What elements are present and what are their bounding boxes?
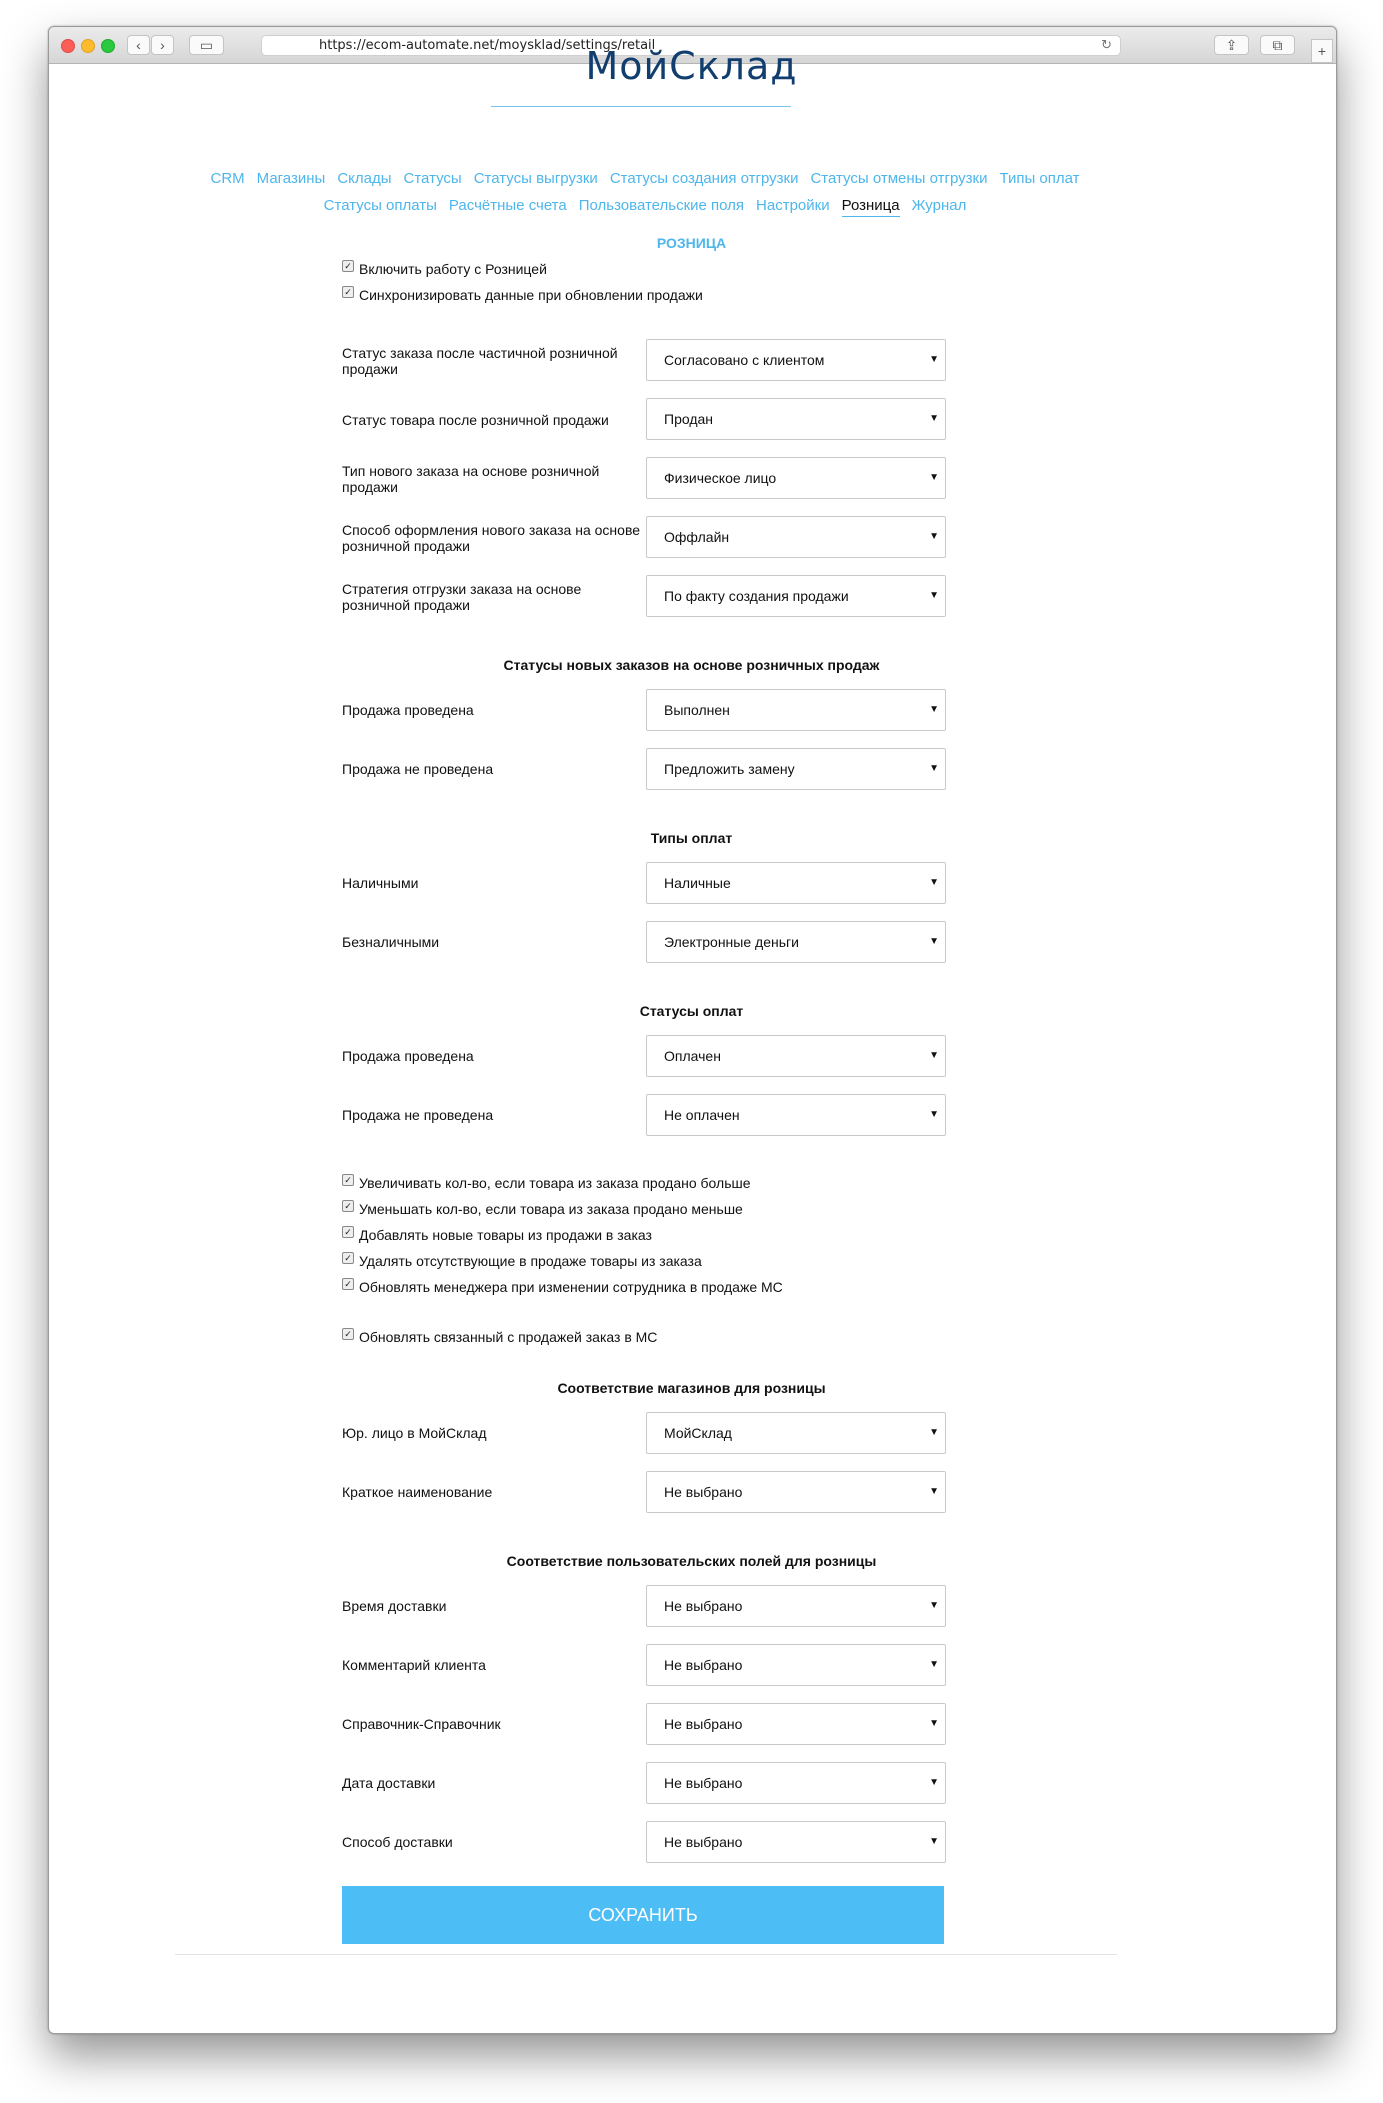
dropdown-arrow-icon: ▼ — [929, 936, 939, 947]
field-label: Безналичными — [342, 934, 440, 950]
unpaid-status-select[interactable] — [646, 1094, 946, 1136]
checkbox-icon[interactable]: ✓ — [342, 1278, 354, 1290]
dropdown-arrow-icon: ▼ — [929, 1486, 939, 1497]
checkbox-label: Включить работу с Розницей — [359, 261, 547, 277]
field-label: Комментарий клиента — [342, 1657, 486, 1673]
footer-divider — [175, 1954, 1117, 1955]
nav-tab[interactable]: CRM — [210, 170, 245, 187]
select-value: Продан — [664, 411, 714, 427]
dropdown-arrow-icon: ▼ — [929, 704, 939, 715]
product-status-select[interactable] — [646, 398, 946, 440]
legal-entity-select[interactable] — [646, 1412, 946, 1454]
cashless-payment-type-select[interactable] — [646, 921, 946, 963]
select-value: Не выбрано — [664, 1657, 743, 1673]
dropdown-arrow-icon: ▼ — [929, 1718, 939, 1729]
field-label: Тип нового заказа на основе розничной продажи — [342, 463, 600, 495]
checkbox-icon[interactable]: ✓ — [342, 1252, 354, 1264]
checkbox-icon[interactable]: ✓ — [342, 1174, 354, 1186]
sync-on-update-checkbox[interactable] — [342, 287, 703, 303]
checkbox-label: Увеличивать кол-во, если товара из заказа продано больше — [359, 1175, 751, 1191]
remove-missing-products-checkbox[interactable] — [342, 1253, 702, 1269]
field-label: Наличными — [342, 875, 419, 891]
select-value: Электронные деньги — [664, 934, 799, 950]
nav-tab[interactable]: Статусы отмены отгрузки — [810, 170, 988, 187]
select-value: МойСклад — [664, 1425, 732, 1441]
moysklad-logo: МойСклад — [585, 44, 798, 88]
select-value: Не выбрано — [664, 1598, 743, 1614]
field-label: Продажа не проведена — [342, 761, 494, 777]
save-button[interactable]: СОХРАНИТЬ — [342, 1886, 944, 1944]
section-title-payment-types: Типы оплат — [650, 830, 733, 846]
field-label: Справочник-Справочник — [342, 1716, 501, 1732]
field-label: Способ доставки — [342, 1834, 453, 1850]
field-label: Продажа не проведена — [342, 1107, 494, 1123]
client-comment-select[interactable] — [646, 1644, 946, 1686]
add-new-products-checkbox[interactable] — [342, 1227, 652, 1243]
checkbox-label: Добавлять новые товары из продажи в заказ — [359, 1227, 652, 1243]
decrease-qty-checkbox[interactable] — [342, 1201, 743, 1217]
partial-sale-order-status-select[interactable] — [646, 339, 946, 381]
dropdown-arrow-icon: ▼ — [929, 1050, 939, 1061]
directory-select[interactable] — [646, 1703, 946, 1745]
field-label: Статус заказа после частичной розничной продажи — [342, 345, 618, 377]
dropdown-arrow-icon: ▼ — [929, 1777, 939, 1788]
page-title: РОЗНИЦА — [656, 235, 727, 251]
new-order-method-select[interactable] — [646, 516, 946, 558]
checkbox-label: Обновлять связанный с продажей заказ в МС — [359, 1329, 658, 1345]
select-value: Не выбрано — [664, 1834, 743, 1850]
dropdown-arrow-icon: ▼ — [929, 590, 939, 601]
select-value: Оффлайн — [664, 529, 730, 545]
checkbox-label: Синхронизировать данные при обновлении продажи — [359, 287, 703, 303]
select-value: По факту создания продажи — [664, 588, 849, 604]
checkbox-icon[interactable]: ✓ — [342, 286, 354, 298]
enable-retail-checkbox[interactable] — [342, 261, 547, 277]
checkbox-icon[interactable]: ✓ — [342, 260, 354, 272]
paid-status-select[interactable] — [646, 1035, 946, 1077]
checkbox-label: Обновлять менеджера при изменении сотрудника в продаже МС — [359, 1279, 783, 1295]
section-title-custom-fields: Соответствие пользовательских полей для розницы — [506, 1553, 877, 1569]
dropdown-arrow-icon: ▼ — [929, 877, 939, 888]
delivery-method-select[interactable] — [646, 1821, 946, 1863]
select-value: Наличные — [664, 875, 731, 891]
settings-nav-row-1 — [160, 170, 1130, 187]
dropdown-arrow-icon: ▼ — [929, 354, 939, 365]
update-manager-checkbox[interactable] — [342, 1279, 783, 1295]
checkbox-label: Удалять отсутствующие в продаже товары из заказа — [359, 1253, 702, 1269]
dropdown-arrow-icon: ▼ — [929, 1836, 939, 1847]
checkbox-icon[interactable]: ✓ — [342, 1200, 354, 1212]
dropdown-arrow-icon: ▼ — [929, 763, 939, 774]
dropdown-arrow-icon: ▼ — [929, 472, 939, 483]
select-value: Не выбрано — [664, 1716, 743, 1732]
field-label: Способ оформления нового заказа на основе розничной продажи — [342, 522, 641, 554]
checkbox-icon[interactable]: ✓ — [342, 1328, 354, 1340]
tabs-overview-icon[interactable]: ⧉ — [1260, 35, 1295, 55]
url-text: https://ecom-automate.net/moysklad/settings/retail — [319, 38, 656, 53]
nav-tab[interactable]: Статусы создания отгрузки — [609, 170, 799, 187]
select-value: Согласовано с клиентом — [664, 352, 825, 368]
section-title-payment-statuses: Статусы оплат — [639, 1003, 744, 1019]
short-name-select[interactable] — [646, 1471, 946, 1513]
increase-qty-checkbox[interactable] — [342, 1175, 751, 1191]
update-linked-order-checkbox[interactable] — [342, 1329, 657, 1345]
nav-tab[interactable]: Расчётные счета — [448, 197, 567, 214]
nav-tab[interactable]: Настройки — [756, 197, 830, 214]
forward-icon[interactable]: › — [151, 35, 174, 55]
select-value: Предложить замену — [664, 761, 795, 777]
checkbox-icon[interactable]: ✓ — [342, 1226, 354, 1238]
select-value: Оплачен — [664, 1048, 721, 1064]
select-value: Не оплачен — [664, 1107, 740, 1123]
field-label: Продажа проведена — [342, 702, 474, 718]
nav-tab[interactable]: Журнал — [911, 197, 967, 214]
select-value: Физическое лицо — [664, 470, 777, 486]
new-order-type-select[interactable] — [646, 457, 946, 499]
dropdown-arrow-icon: ▼ — [929, 531, 939, 542]
cash-payment-type-select[interactable] — [646, 862, 946, 904]
nav-tab[interactable]: Пользовательские поля — [578, 197, 745, 214]
field-label: Время доставки — [342, 1598, 447, 1614]
share-icon[interactable]: ⇪ — [1214, 35, 1249, 55]
nav-tab[interactable]: Розница — [842, 197, 900, 217]
nav-tab[interactable]: Статусы — [403, 170, 462, 187]
section-title-shops: Соответствие магазинов для розницы — [557, 1380, 826, 1396]
nav-tab[interactable]: Статусы выгрузки — [473, 170, 598, 187]
sidebar-toggle-icon[interactable]: ▭ — [189, 35, 224, 55]
field-label: Дата доставки — [342, 1775, 436, 1791]
field-label: Краткое наименование — [342, 1484, 493, 1500]
dropdown-arrow-icon: ▼ — [929, 413, 939, 424]
field-label: Юр. лицо в МойСклад — [342, 1425, 487, 1441]
sale-not-completed-status-select[interactable] — [646, 748, 946, 790]
select-value: Не выбрано — [664, 1775, 743, 1791]
delivery-time-select[interactable] — [646, 1585, 946, 1627]
dropdown-arrow-icon: ▼ — [929, 1109, 939, 1120]
field-label: Стратегия отгрузки заказа на основе розничной продажи — [342, 581, 582, 613]
dropdown-arrow-icon: ▼ — [929, 1659, 939, 1670]
field-label: Статус товара после розничной продажи — [342, 412, 609, 428]
settings-nav-row-2 — [160, 197, 1130, 217]
new-tab-icon[interactable]: + — [1311, 39, 1333, 63]
section-title-new-order-statuses: Статусы новых заказов на основе розничных продаж — [503, 657, 880, 673]
field-label: Продажа проведена — [342, 1048, 474, 1064]
dropdown-arrow-icon: ▼ — [929, 1427, 939, 1438]
nav-tab[interactable]: Статусы оплаты — [323, 197, 437, 214]
sale-completed-status-select[interactable] — [646, 689, 946, 731]
select-value: Не выбрано — [664, 1484, 743, 1500]
back-icon[interactable]: ‹ — [127, 35, 150, 55]
nav-tab[interactable]: Магазины — [256, 170, 326, 187]
shipment-strategy-select[interactable] — [646, 575, 946, 617]
select-value: Выполнен — [664, 702, 730, 718]
nav-tab[interactable]: Типы оплат — [999, 170, 1080, 187]
reload-icon[interactable]: ↻ — [1101, 38, 1112, 53]
logo-divider — [491, 106, 791, 107]
dropdown-arrow-icon: ▼ — [929, 1600, 939, 1611]
nav-tab[interactable]: Склады — [337, 170, 392, 187]
checkbox-label: Уменьшать кол-во, если товара из заказа продано меньше — [359, 1201, 743, 1217]
delivery-date-select[interactable] — [646, 1762, 946, 1804]
